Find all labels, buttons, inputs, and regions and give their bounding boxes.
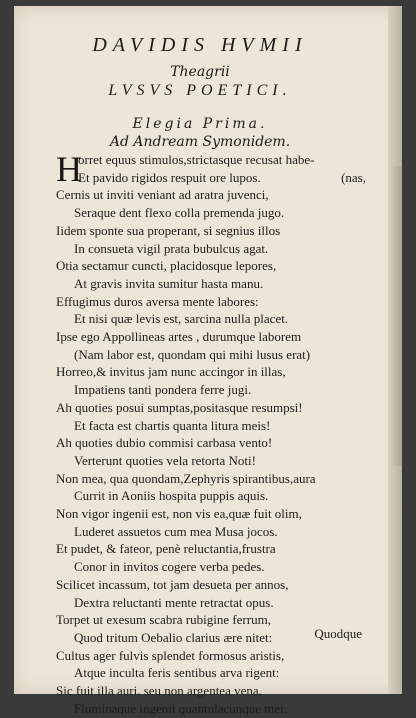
- dedication: Ad Andream Symonidem.: [109, 134, 291, 150]
- poem-line: [14, 275, 386, 293]
- drop-cap: H: [56, 149, 82, 189]
- poem-line-text: Dextra reluctanti mente retractat opus.: [74, 594, 274, 610]
- poem-line: [14, 240, 386, 258]
- poem-line-text: Ah quoties dubio commisi carbasa vento!: [56, 435, 273, 451]
- poem-line: [14, 169, 386, 187]
- poem-line-text: Seraque dent flexo colla premenda jugo.: [74, 205, 285, 221]
- poem-line-text: Et pavido rigidos respuit ore lupos.: [78, 169, 261, 185]
- poem-line: [14, 363, 386, 381]
- poem-line-text: Currit in Aoniis hospita puppis aquis.: [74, 488, 269, 504]
- poem-line: [14, 257, 386, 275]
- poem-line: [14, 487, 386, 505]
- poem-line-text: In consueta vigil prata bubulcus agat.: [74, 240, 269, 256]
- elegy-title: Elegia Prima.: [132, 116, 268, 132]
- poem-line: [14, 328, 386, 346]
- poem-line-text: Ipse ego Appollineas artes , durumque laborem: [56, 329, 302, 345]
- poem-line-text: (Nam labor est, quondam qui mihi lusus erat): [74, 346, 311, 362]
- poem-line: [14, 576, 386, 594]
- poem-line-text: Luderet assuetos cum mea Musa jocos.: [74, 523, 278, 539]
- poem-line: [14, 204, 386, 222]
- poem-line: [14, 470, 386, 488]
- poem-line: [14, 452, 386, 470]
- poem-line: [14, 310, 386, 328]
- poem-line: [14, 505, 386, 523]
- book-page: [14, 6, 402, 716]
- poem-line: [14, 434, 386, 452]
- poem-line-text: orret equus stimulos,strictasque recusat habe-: [78, 152, 315, 167]
- poem-line-text: Otia sectamur cuncti, placidosque lepores,: [56, 258, 277, 274]
- author-heading: DAVIDIS HVMII: [92, 34, 308, 56]
- poem-line-text: At gravis invita sumitur hasta manu.: [74, 275, 264, 291]
- poem-line: [14, 417, 386, 435]
- poem-line-text: Impatiens tanti pondera ferre jugi.: [74, 382, 252, 398]
- poem-line-text: Cernis ut inviti veniant ad aratra juvenci,: [56, 187, 269, 203]
- poem-line-text: Atque inculta feris sentibus arva rigent:: [74, 665, 280, 681]
- poem-line: [14, 381, 386, 399]
- poem-line-text: Horreo,& invitus jam nunc accingor in illas,: [56, 364, 286, 380]
- poem-line: [14, 558, 386, 576]
- poem-line-text: Sic fuit illa auri, seu non argentea vena,: [56, 683, 262, 699]
- poem-line: [14, 523, 386, 541]
- poem-line-text: Fluminaque ingenii quantulacunque mei:: [74, 700, 288, 716]
- poem-line: [14, 664, 386, 682]
- poem-line-text: Non vigor ingenii est, non vis ea,quæ fuit olim,: [56, 506, 302, 522]
- poem-line: [14, 647, 386, 665]
- poem-line-text: Et pudet, & fateor, penè reluctantia,frustra: [56, 541, 276, 557]
- work-title: LVSVS POETICI.: [108, 82, 292, 99]
- poem-line-text: Iidem sponte sua properant, si segnius illos: [56, 222, 281, 238]
- poem-line-text: Cultus ager fulvis splendet formosus aristis,: [56, 647, 285, 663]
- author-subtitle: Theagrii: [170, 64, 230, 80]
- catchword: Quodque: [314, 626, 362, 641]
- poem-line: [14, 399, 386, 417]
- poem-line-text: Conor in invitos cogere verba pedes.: [74, 559, 265, 575]
- poem-line-text: Non mea, qua quondam,Zephyris spirantibus,aura: [56, 470, 316, 486]
- poem-line-text: Effugimus duros aversa mente labores:: [56, 293, 259, 309]
- poem-line: [14, 293, 386, 311]
- poem-line: [14, 700, 386, 718]
- poem-line-text: Torpet ut exesum scabra rubigine ferrum,: [56, 612, 271, 628]
- poem-line: [14, 682, 386, 700]
- poem-line-text: Et facta est chartis quanta litura meis!: [74, 417, 271, 433]
- poem-line: [14, 151, 386, 169]
- poem-line: [14, 222, 386, 240]
- line-overflow: (nas,: [341, 169, 366, 185]
- poem-line: [14, 594, 386, 612]
- poem-line-text: Scilicet incassum, tot jam desueta per annos,: [56, 576, 289, 592]
- poem-line-text: Ah quoties posui sumptas,positasque resumpsi!: [56, 399, 303, 415]
- poem-line: [14, 346, 386, 364]
- poem-line: [14, 540, 386, 558]
- poem-line-text: Quod tritum Oebalio clarius ære nitet:: [74, 629, 273, 645]
- poem-line: [14, 186, 386, 204]
- poem-line-text: Et nisi quæ levis est, sarcina nulla placet.: [74, 311, 289, 327]
- page-stain: [390, 166, 402, 466]
- poem-line-text: Verterunt quoties vela retorta Noti!: [74, 452, 256, 468]
